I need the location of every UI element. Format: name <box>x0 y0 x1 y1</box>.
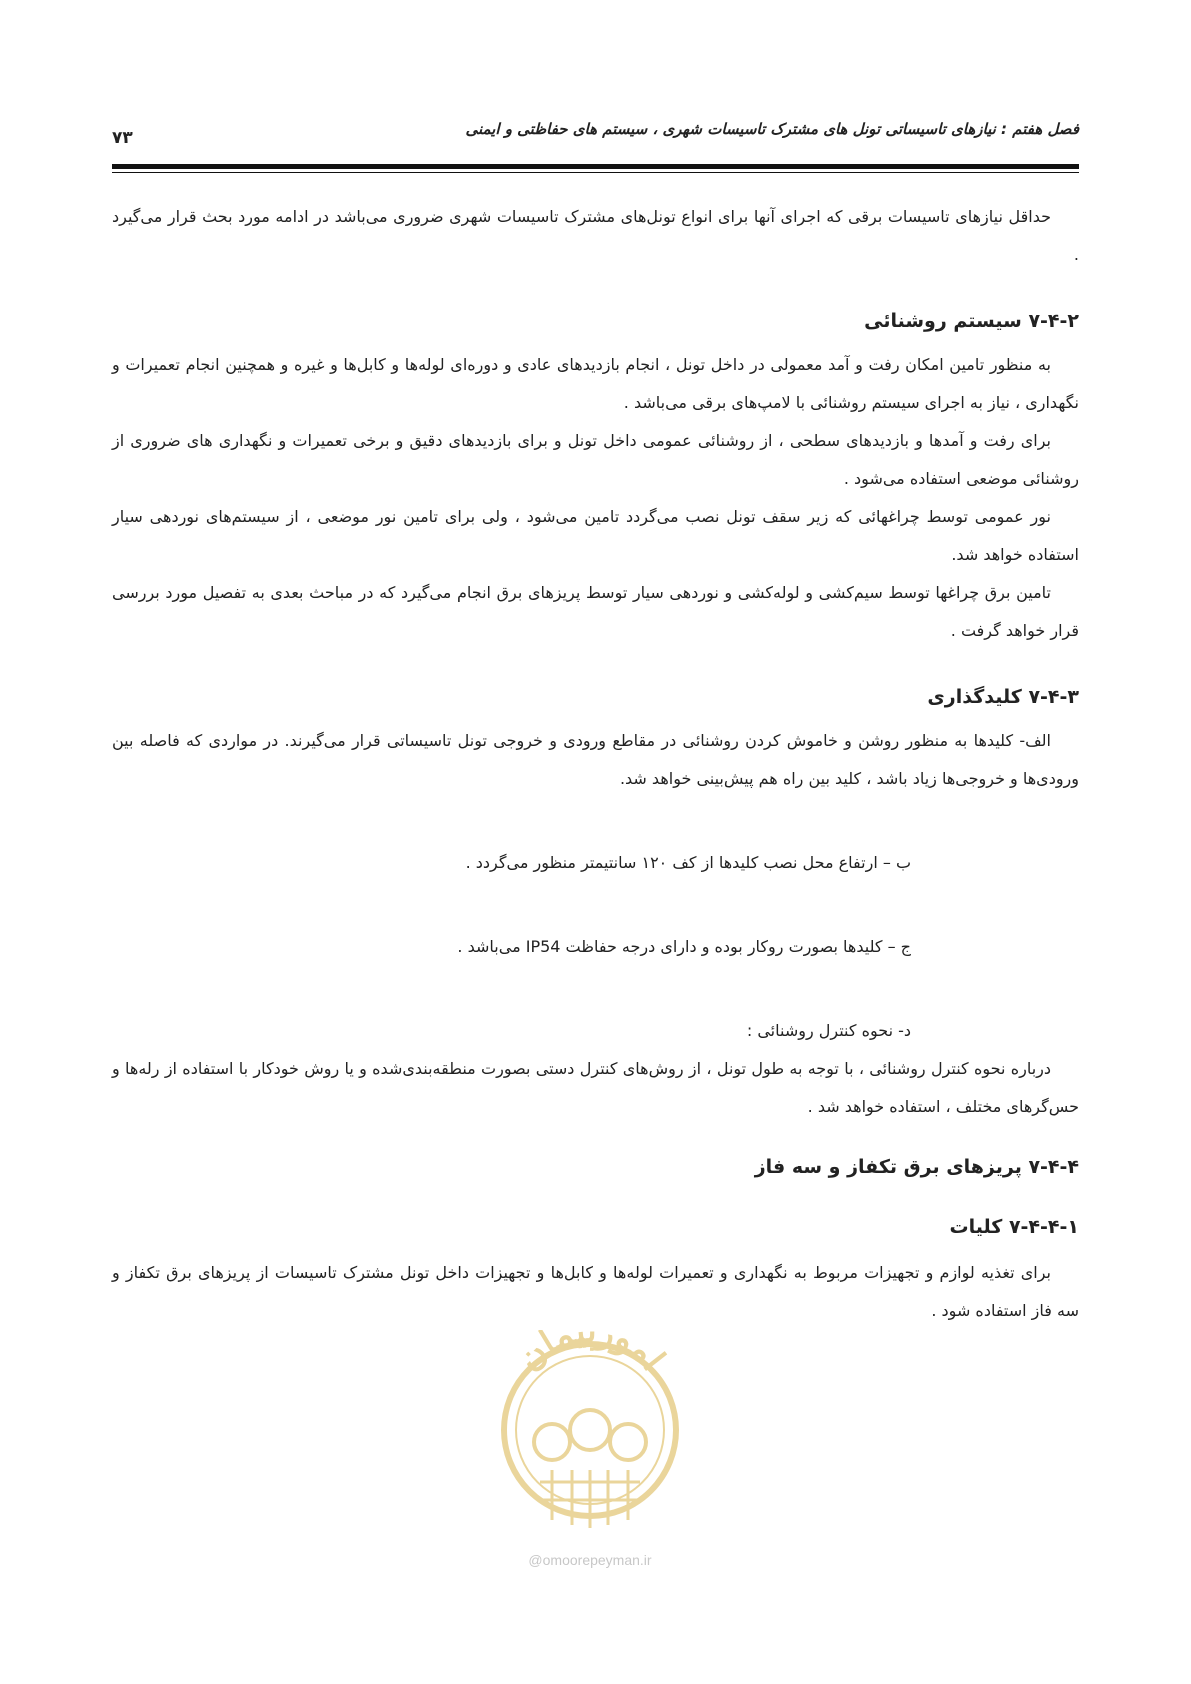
subsection-heading-general: ۷-۴-۴-۱ کلیات <box>949 1216 1079 1238</box>
switching-item-d-text: درباره نحوه کنترل روشنائی ، با توجه به طول تونل ، از روش‌های کنترل دستی بصورت منطقه‌بندی‌شده و یا روش خودکار با استفاده از رله‌ها و حس‌گرهای مختلف ، استفاده خواهد شد . <box>112 1059 1079 1116</box>
svg-text:امورپیمان: امورپیمان <box>509 1330 673 1379</box>
page-number: ۷۳ <box>112 128 133 148</box>
switching-item-b: ب – ارتفاع محل نصب کلیدها از کف ۱۲۰ سانتیمتر منظور می‌گردد . <box>465 853 911 872</box>
section-heading-lighting: ۷-۴-۲ سیستم روشنائی <box>864 310 1079 332</box>
section-heading-sockets: ۷-۴-۴ پریزهای برق تکفاز و سه فاز <box>754 1156 1079 1178</box>
intro-paragraph: حداقل نیازهای تاسیسات برقی که اجرای آنها برای انواع تونل‌های مشترک تاسیسات شهری ضروری می‌باشد در ادامه مورد بحث قرار می‌گیرد . <box>112 207 1079 264</box>
lighting-paragraph-3: نور عمومی توسط چراغهائی که زیر سقف تونل نصب می‌گردد تامین می‌شود ، ولی برای تامین نور موضعی ، از سیستم‌های نوردهی سیار استفاده خواهد شد. <box>112 507 1079 564</box>
switching-item-c: ج – کلیدها بصورت روکار بوده و دارای درجه حفاظت IP54 می‌باشد . <box>457 937 911 956</box>
chapter-title: فصل هفتم : نیازهای تاسیساتی تونل های مشترک تاسیسات شهری ، سیستم های حفاظتی و ایمنی <box>465 120 1079 138</box>
watermark-seal <box>490 1330 690 1580</box>
page-header <box>112 114 1079 154</box>
section-heading-switching: ۷-۴-۳ کلیدگذاری <box>927 686 1079 708</box>
lighting-paragraph-1: به منظور تامین امکان رفت و آمد معمولی در داخل تونل ، انجام بازدیدهای عادی و دوره‌ای لوله‌ها و کابل‌ها و غیره و همچنین انجام تعمیرات و نگهداری ، نیاز به اجرای سیستم روشنائی با لامپ‌های برقی می‌باشد . <box>112 355 1079 412</box>
header-rule-thick <box>112 164 1079 169</box>
lighting-paragraph-2: برای رفت و آمدها و بازدیدهای سطحی ، از روشنائی عمومی داخل تونل و برای بازدیدهای دقیق و برخی تعمیرات و نگهداری های ضروری از روشنائی موضعی استفاده می‌شود . <box>112 431 1079 488</box>
switching-item-d: د- نحوه کنترل روشنائی : <box>746 1021 911 1040</box>
header-rule-thin <box>112 172 1079 173</box>
lighting-paragraph-4: تامین برق چراغها توسط سیم‌کشی و لوله‌کشی و نوردهی سیار توسط پریزهای برق انجام می‌گیرد که در مباحث بعدی به تفصیل مورد بررسی قرار خواهد گرفت . <box>112 583 1079 640</box>
page-body <box>112 198 1079 1330</box>
watermark-url: @omoorepeyman.ir <box>528 1552 652 1568</box>
sockets-paragraph-1: برای تغذیه لوازم و تجهیزات مربوط به نگهداری و تعمیرات لوله‌ها و کابل‌ها و تجهیزات داخل تونل مشترک تاسیسات از پریزهای برق تکفاز و سه فاز استفاده شود . <box>112 1263 1079 1320</box>
watermark-logo-icon <box>490 1330 690 1545</box>
switching-item-a: الف- کلیدها به منظور روشن و خاموش کردن روشنائی در مقاطع ورودی و خروجی تونل تاسیساتی قرار می‌گیرند. در مواردی که فاصله بین ورودی‌ها و خروجی‌ها زیاد باشد ، کلید بین راه هم پیش‌بینی خواهد شد. <box>112 731 1079 788</box>
